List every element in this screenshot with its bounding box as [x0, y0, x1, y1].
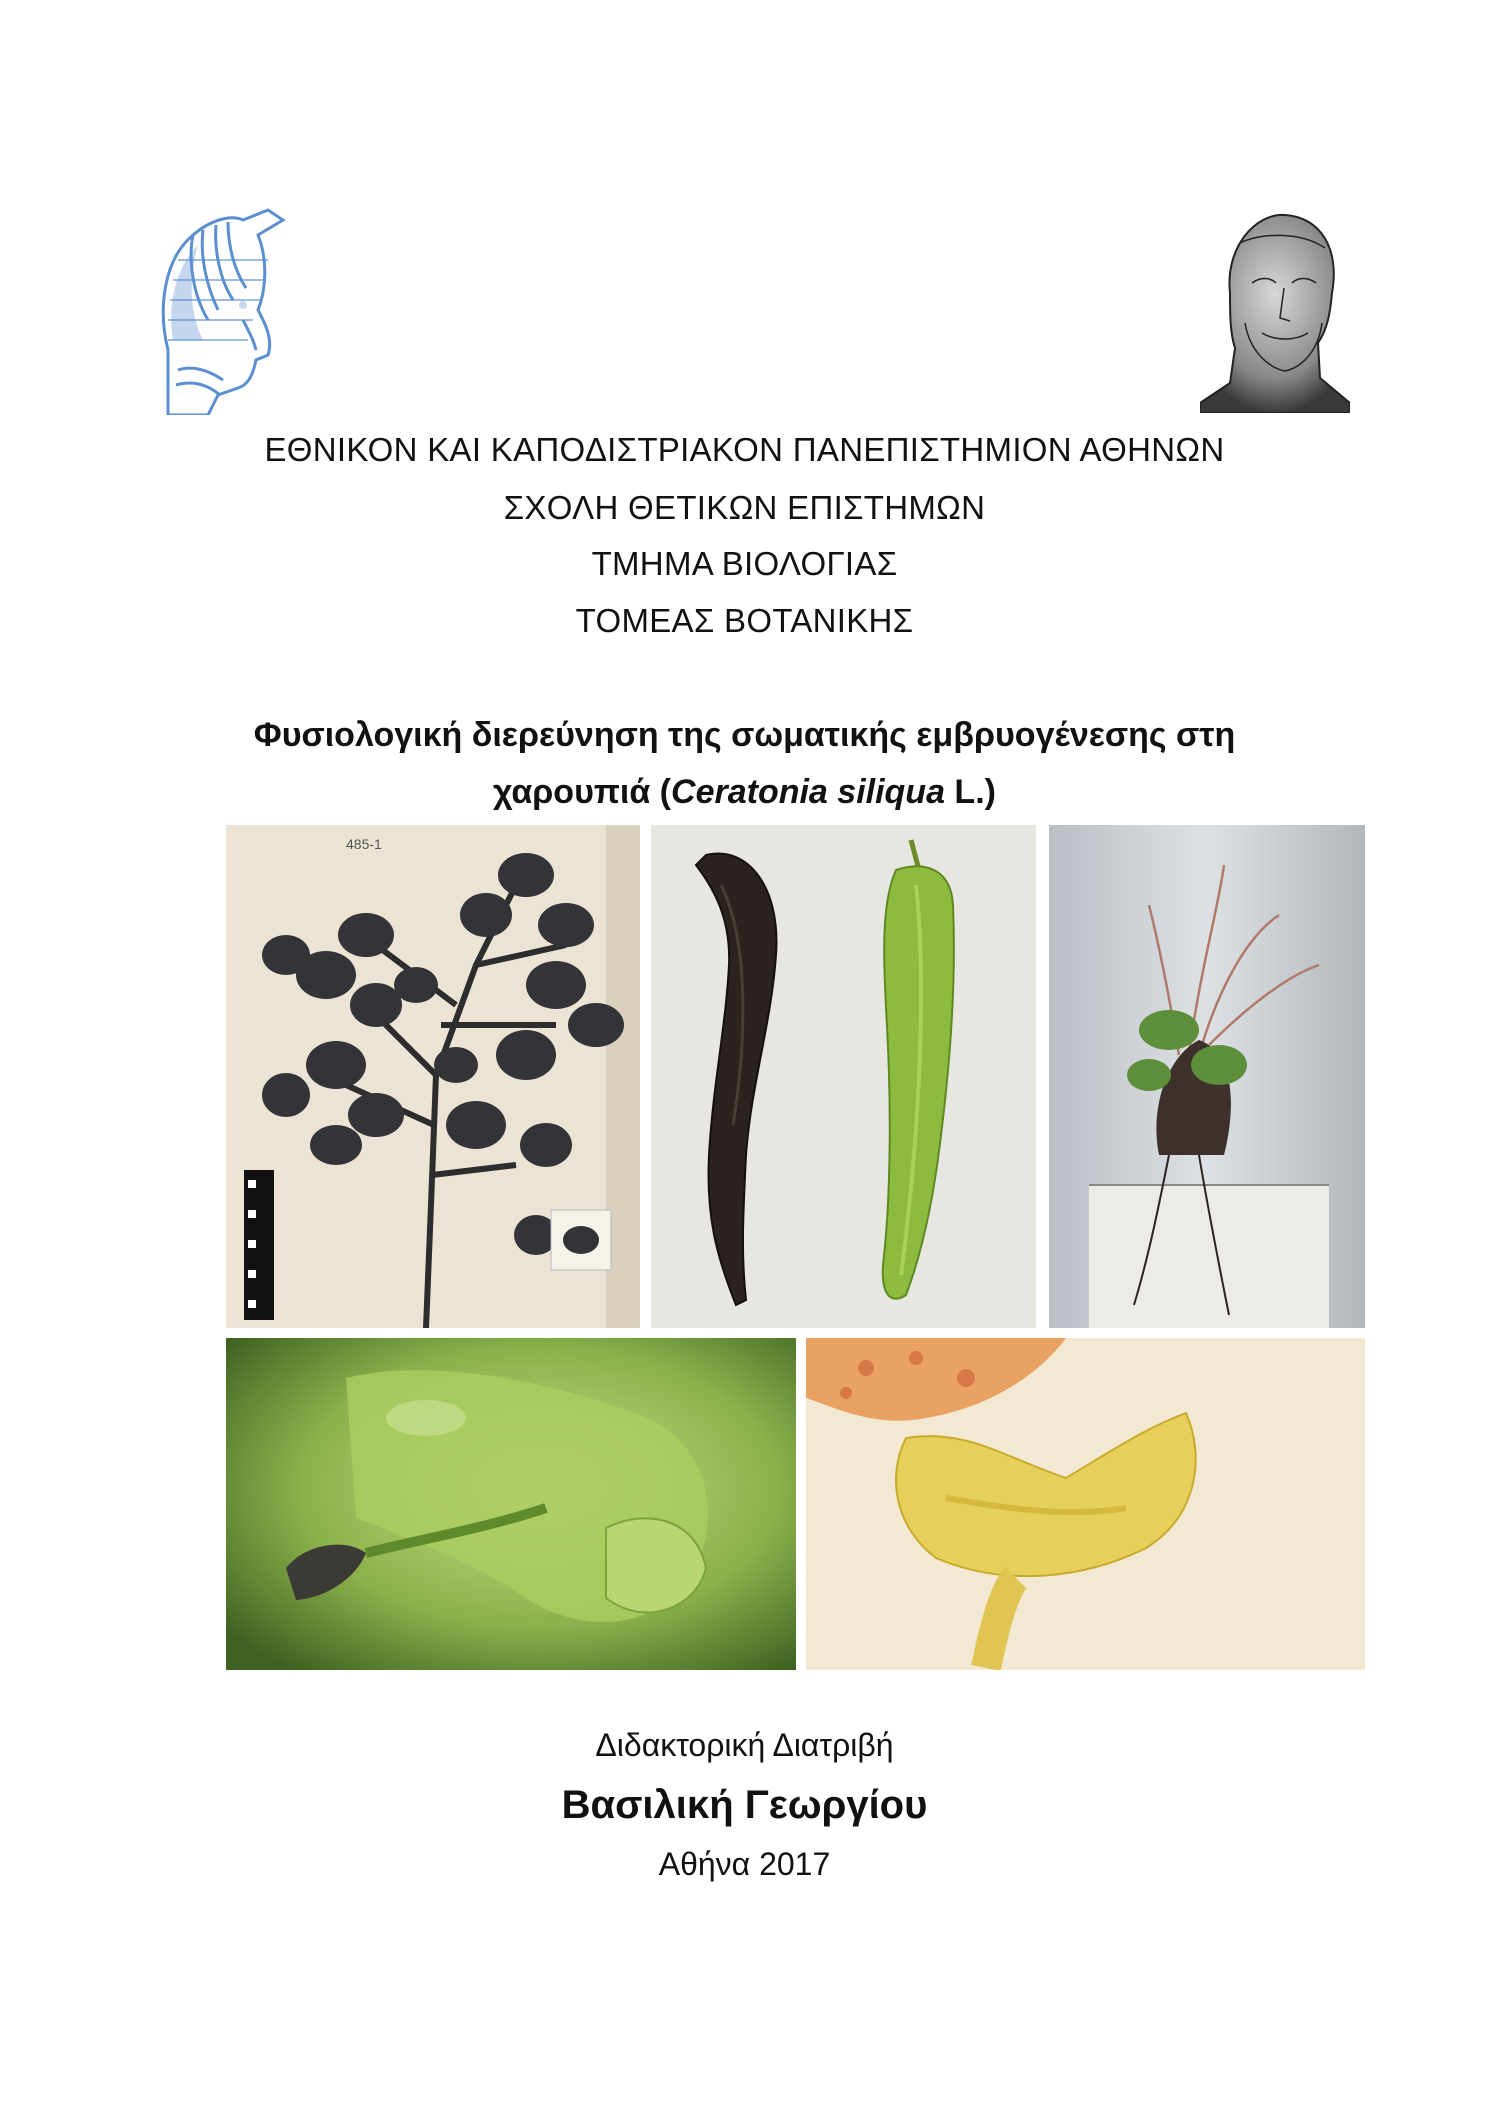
in-vitro-plantlet-photo: [1049, 825, 1365, 1328]
philosopher-bust-logo: [1200, 203, 1350, 413]
school-name: ΣΧΟΛΗ ΘΕΤΙΚΩΝ ΕΠΙΣΤΗΜΩΝ: [503, 489, 986, 526]
department-name: ΤΜΗΜΑ ΒΙΟΛΟΓΙΑΣ: [591, 545, 898, 582]
university-name: ΕΘΝΙΚΟΝ ΚΑΙ ΚΑΠΟΔΙΣΤΡΙΑΚΟΝ ΠΑΝΕΠΙΣΤΗΜΙΟΝ ΑΘΗΝΩΝ: [264, 431, 1225, 468]
section-name: ΤΟΜΕΑΣ ΒΟΤΑΝΙΚΗΣ: [575, 602, 914, 639]
green-somatic-embryo-photo: [226, 1338, 796, 1670]
species-name: Ceratonia siliqua: [671, 773, 945, 811]
title-line2-suffix: L.): [944, 773, 996, 811]
athena-logo: [148, 200, 288, 415]
specimen-label: 485-1: [346, 836, 382, 852]
title-line2-prefix: χαρουπιά (: [493, 773, 672, 811]
herbarium-specimen-photo: [226, 825, 640, 1328]
thesis-type: Διδακτορική Διατριβή: [595, 1727, 894, 1763]
place-year: Αθήνα 2017: [658, 1846, 831, 1882]
author-name: Βασιλική Γεωργίου: [561, 1783, 928, 1827]
thesis-title-line1: Φυσιολογική διερεύνηση της σωματικής εμβρυογένεσης στη: [253, 716, 1236, 754]
yellow-somatic-embryo-photo: [806, 1338, 1365, 1670]
carob-pods-photo: [651, 825, 1036, 1328]
thesis-title-line2: [0, 773, 1489, 812]
